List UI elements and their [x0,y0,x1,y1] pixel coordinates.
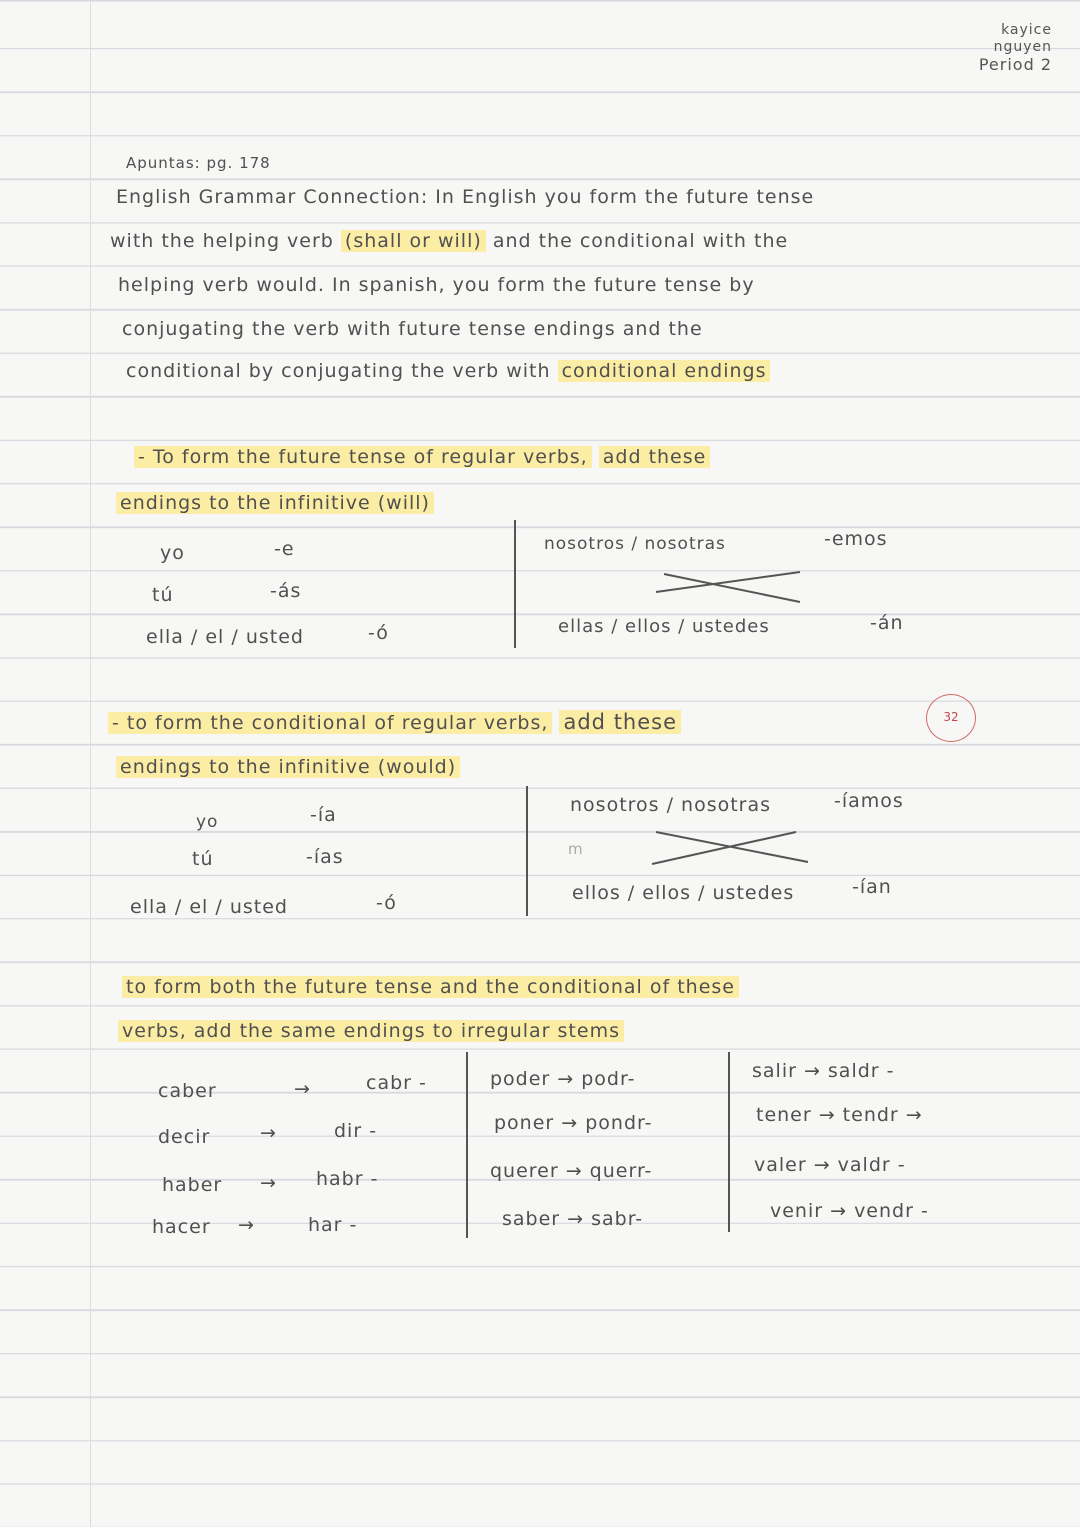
future-heading-2: endings to the infinitive (will) [116,492,434,514]
future-pronoun-nosotros: nosotros / nosotras [544,534,726,554]
irregular-verb-caber: caber [158,1080,217,1102]
intro-line-3: helping verb would. In spanish, you form the future tense by [118,274,755,296]
teacher-grade-stamp: 32 [926,694,976,742]
student-header [979,22,1052,73]
irregular-heading-2: verbs, add the same endings to irregular stems [118,1020,624,1042]
future-heading-line-1 [134,446,710,468]
irregular-heading-line-2 [118,1020,624,1042]
future-pronoun-el: ella / el / usted [146,626,304,648]
conditional-ending-nosotros: -íamos [834,790,904,812]
conditional-pronoun-el: ella / el / usted [130,896,288,918]
intro-line-2a: with the helping verb [110,230,334,252]
irregular-poner: poner → pondr- [494,1112,653,1134]
conditional-ending-yo: -ía [310,804,337,826]
conditional-heading-line-1 [108,710,681,734]
conditional-pronoun-yo: yo [196,812,219,832]
irregular-arrow-caber: → [294,1078,311,1100]
future-ending-nosotros: -emos [824,528,888,550]
irregular-salir: salir → saldr - [752,1060,895,1082]
conditional-heading-2: endings to the infinitive (would) [116,756,460,778]
irregular-verb-decir: decir [158,1126,211,1148]
future-pronoun-tu: tú [152,584,174,606]
conditional-pronoun-tu: tú [192,848,214,870]
irregular-arrow-hacer: → [238,1214,255,1236]
irregular-arrow-haber: → [260,1172,277,1194]
intro-line-2 [110,230,788,252]
future-ending-ellos: -án [870,612,904,634]
future-ending-tu: -ás [270,580,302,602]
irregular-stem-caber: cabr - [366,1072,427,1094]
conditional-pronoun-ellos: ellos / ellos / ustedes [572,882,795,904]
irregular-venir: venir → vendr - [770,1200,929,1222]
conditional-ending-el: -ó [376,892,397,914]
irregular-stem-decir: dir - [334,1120,378,1142]
conditional-ending-ellos: -ían [852,876,892,898]
future-heading-1b: add these [599,446,711,468]
conditional-heading-1b: add these [559,710,681,734]
irregular-divider-1 [466,1052,468,1238]
future-heading-1a: - To form the future tense of regular verbs, [134,446,592,468]
intro-line-2c: and the conditional with the [492,230,789,252]
future-pronoun-ellos: ellas / ellos / ustedes [558,616,770,637]
irregular-arrow-decir: → [260,1122,277,1144]
notes-reference: Apuntas: pg. 178 [126,154,271,172]
intro-line-5 [126,360,770,382]
irregular-stem-haber: habr - [316,1168,379,1190]
irregular-tener: tener → tendr → [756,1104,923,1126]
conditional-pronoun-nosotros: nosotros / nosotras [570,794,772,816]
future-vosotros-crossed-out [650,566,810,606]
future-table-divider [514,520,516,648]
conditional-table-divider [526,786,528,916]
irregular-verb-hacer: hacer [152,1216,211,1238]
conditional-stray-mark: m [568,840,584,858]
irregular-saber: saber → sabr- [502,1208,644,1230]
future-pronoun-yo: yo [160,542,185,564]
intro-line-5a: conditional by conjugating the verb with [126,360,551,382]
irregular-querer: querer → querr- [490,1160,653,1182]
irregular-heading-line-1 [122,976,739,998]
margin-line [90,0,91,1527]
conditional-vosotros-crossed-out [646,826,816,870]
irregular-valer: valer → valdr - [754,1154,906,1176]
intro-line-4: conjugating the verb with future tense endings and the [122,318,703,340]
irregular-stem-hacer: har - [308,1214,358,1236]
future-heading-line-2 [116,492,434,514]
irregular-divider-2 [728,1052,730,1232]
student-last-name: nguyen [993,39,1052,55]
intro-highlight-shall-will: (shall or will) [341,230,486,252]
irregular-verb-haber: haber [162,1174,223,1196]
conditional-heading-1a: - to form the conditional of regular verbs, [108,712,552,734]
future-ending-yo: -e [274,538,295,560]
conditional-ending-tu: -ías [306,846,344,868]
conditional-heading-line-2 [116,756,460,778]
irregular-poder: poder → podr- [490,1068,636,1090]
class-period: Period 2 [978,55,1052,74]
intro-highlight-conditional-endings: conditional endings [558,360,771,382]
irregular-heading-1: to form both the future tense and the conditional of these [122,976,739,998]
future-ending-el: -ó [368,622,389,644]
intro-line-1: English Grammar Connection: In English you form the future tense [116,186,815,208]
student-first-name: kayice [1001,22,1052,38]
